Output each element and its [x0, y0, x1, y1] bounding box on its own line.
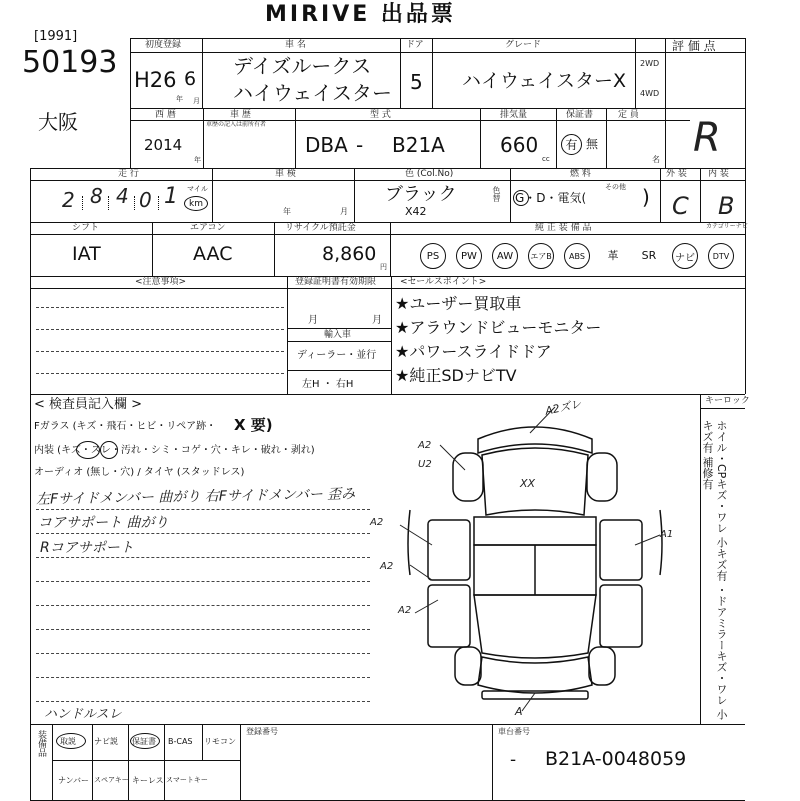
right-column-text: ホイル・CPキズ・ワレ 小キズ有 ・ドアミラーキズ・ワレ 小キズ有 補修有	[701, 420, 728, 720]
equipment-item-0: PS	[420, 243, 446, 269]
diagram-mark-left-rear: A2	[380, 561, 394, 572]
color-name: ブラック	[385, 184, 457, 205]
history-label: 車 歴	[230, 110, 251, 120]
location: 大阪	[38, 110, 78, 134]
footer-item-smart-key: スマートキー	[166, 776, 208, 784]
steering-value: 左H ・ 右H	[302, 379, 354, 390]
footer-item-bcas: B-CAS	[168, 737, 193, 746]
mileage-digit-3: 4	[116, 184, 129, 208]
history-sub: 車歴の記入は前所有者	[206, 121, 267, 128]
mileage-digit-1: 2	[62, 188, 75, 212]
genuine-equipment-label: 純 正 装 備 品	[535, 223, 592, 233]
first-reg-label: 初度登録	[145, 40, 182, 50]
cc-unit: cc	[542, 155, 550, 163]
footer-item-manual: 取説	[60, 737, 76, 746]
warranty-yes-circle	[561, 134, 582, 155]
scratch-circle	[76, 441, 100, 459]
rating-value: R	[693, 115, 721, 161]
model-label: 型 式	[370, 110, 391, 120]
year-tag: [1991]	[34, 29, 78, 44]
equipment-item-4: ABS	[564, 243, 590, 269]
reg-expiry-month: 月	[308, 315, 318, 326]
inspector-line3: オーディオ (無し・穴) / タイヤ (スタッドレス)	[34, 467, 245, 478]
inspector-line1-mark: X 要)	[234, 416, 273, 434]
sales-point-4: ★純正SDナビTV	[395, 366, 517, 385]
capacity-label: 定 員	[618, 110, 639, 120]
km-unit: km	[189, 198, 203, 209]
interior-grade: B	[718, 192, 735, 220]
sales-point-2: ★アラウンドビューモニター	[395, 318, 602, 337]
fuel-other: その他	[605, 183, 626, 191]
car-name-label: 車 名	[285, 40, 306, 50]
diagram-mark-fl2: U2	[418, 459, 432, 470]
equipment-list	[420, 241, 745, 271]
km-circle	[184, 196, 208, 211]
equipment-item-3: エアB	[528, 243, 554, 269]
displacement-label: 排気量	[500, 110, 528, 120]
sales-point-1: ★ユーザー買取車	[395, 294, 522, 313]
first-reg-month: 6	[184, 68, 197, 90]
fuel-label: 燃 料	[570, 169, 591, 179]
car-name-line1: デイズルークス	[233, 54, 372, 78]
inspector-label: < 検査員記入欄 >	[34, 397, 143, 412]
car-name-line2: ハイウェイスター	[233, 81, 392, 105]
sheet-title: MIRIVE 出品票	[265, 2, 456, 27]
drive-4wd: 4WD	[640, 89, 660, 98]
footer-item-warranty: 保証書	[132, 737, 156, 746]
diagram-mark-rear-left: A2	[398, 605, 412, 616]
color-code: X42	[405, 205, 427, 218]
footer-warranty-circle	[130, 733, 160, 749]
shift-label: シフト	[72, 223, 100, 233]
handwritten-note-1: 左Fサイドメンバー 曲がり 右Fサイドメンバー 歪み	[35, 486, 356, 508]
notes-label: <注意事項>	[135, 277, 187, 287]
color-change-label: 色替	[492, 186, 501, 202]
aircon-label: エアコン	[190, 223, 226, 233]
displacement-value: 660	[500, 133, 539, 157]
equipment-extra: カテゴリーナビ	[706, 223, 748, 230]
reg-no-label: 登録番号	[246, 727, 278, 736]
recycle-fee: 8,860	[322, 243, 377, 265]
diagram-mark-fl1: A2	[418, 440, 432, 451]
equipment-item-7: ナビ	[672, 243, 698, 269]
model-dash: -	[356, 133, 364, 157]
diagram-mark-left-door: A2	[370, 517, 384, 528]
color-label: 色 (Col.No)	[405, 169, 454, 179]
mileage-digit-4: 0	[139, 188, 152, 212]
aircon-value: AAC	[193, 243, 233, 265]
equipment-item-5: 革	[607, 249, 619, 262]
key-lock-label: キーロック	[705, 396, 750, 406]
diagram-mark-front: A2ズレ	[544, 397, 583, 418]
handwritten-note-3: Rコアサポート	[40, 540, 134, 556]
rub-circle	[100, 441, 118, 459]
reg-expiry-day: 月	[372, 315, 382, 326]
grade-label: グレード	[505, 40, 542, 50]
model-year-unit: 年	[194, 156, 201, 164]
chassis-prefix: -	[510, 750, 517, 770]
equipment-item-1: PW	[456, 243, 482, 269]
import-label: 輸入車	[324, 330, 352, 340]
chassis-number: B21A-0048059	[545, 748, 687, 770]
exterior-grade: C	[672, 192, 689, 220]
handwritten-bottom: ハンドルスレ	[44, 707, 122, 722]
car-inspection-label: 車 検	[275, 169, 296, 179]
model-year-label: 西 暦	[155, 110, 176, 120]
chassis-no-label: 車台番号	[498, 727, 530, 736]
model-code: B21A	[392, 133, 445, 157]
model-year-value: 2014	[144, 136, 183, 154]
month-unit: 月	[193, 97, 200, 105]
door-count: 5	[410, 70, 423, 94]
footer-item-plate: ナンバー	[58, 776, 90, 785]
diagram-mark-right: A1	[660, 529, 674, 540]
footer-side-label: 装備品	[36, 730, 46, 757]
equipment-item-6: SR	[641, 249, 657, 262]
mileage-digit-2: 8	[90, 184, 103, 208]
reg-expiry-label: 登録証明書有効期限	[295, 277, 377, 287]
warranty-yes: 有	[565, 138, 578, 152]
diagram-mark-hood: XX	[520, 477, 536, 490]
warranty-label: 保証書	[566, 110, 594, 120]
diagram-mark-rear: A	[515, 705, 523, 718]
warranty-no: 無	[586, 137, 599, 151]
year-unit: 年	[176, 95, 183, 103]
fuel-options: G・D・電気(	[515, 191, 587, 205]
model-prefix: DBA	[305, 133, 348, 157]
footer-item-nav-manual: ナビ説	[94, 737, 118, 746]
rating-label: 評 価 点	[672, 39, 716, 53]
handwritten-note-2: コアサポート 曲がり	[38, 515, 169, 531]
fuel-g-circle	[513, 190, 529, 206]
yen-unit: 円	[380, 263, 387, 271]
capacity-unit: 名	[652, 155, 660, 164]
exterior-label: 外 装	[666, 169, 687, 179]
drive-2wd: 2WD	[640, 59, 660, 68]
footer-manual-circle	[56, 733, 86, 749]
sales-points-label: <セールスポイント>	[400, 277, 487, 287]
inspection-month-unit: 月	[340, 207, 348, 216]
mileage-label: 走 行	[118, 169, 139, 179]
dealer-value: ディーラー・並行	[297, 350, 377, 361]
interior-label: 内 装	[708, 169, 729, 179]
equipment-item-8: DTV	[708, 243, 734, 269]
doors-label: ドア	[406, 40, 424, 50]
fuel-close: )	[642, 185, 650, 209]
inspector-line2: 内装 (キズ・スレ・汚れ・シミ・コゲ・穴・キレ・破れ・剥れ)	[34, 445, 315, 456]
mileage-digit-5: 1	[164, 184, 178, 209]
inspection-year-unit: 年	[283, 207, 291, 216]
mile-label: マイル	[187, 185, 208, 193]
shift-value: IAT	[72, 243, 101, 265]
inspector-line1: Fガラス (キズ・飛石・ヒビ・リペア跡・	[34, 421, 217, 432]
lot-number: 50193	[22, 45, 118, 80]
footer-item-remote: リモコン	[204, 737, 236, 746]
equipment-item-2: AW	[492, 243, 518, 269]
sales-point-3: ★パワースライドドア	[395, 342, 552, 361]
first-reg-year: H26	[134, 68, 177, 92]
recycle-label: リサイクル預託金	[285, 223, 356, 233]
footer-item-keyless: キーレス	[132, 776, 164, 785]
grade-value: ハイウェイスターX	[462, 70, 627, 92]
footer-item-spare-key: スペアキー	[94, 776, 129, 784]
